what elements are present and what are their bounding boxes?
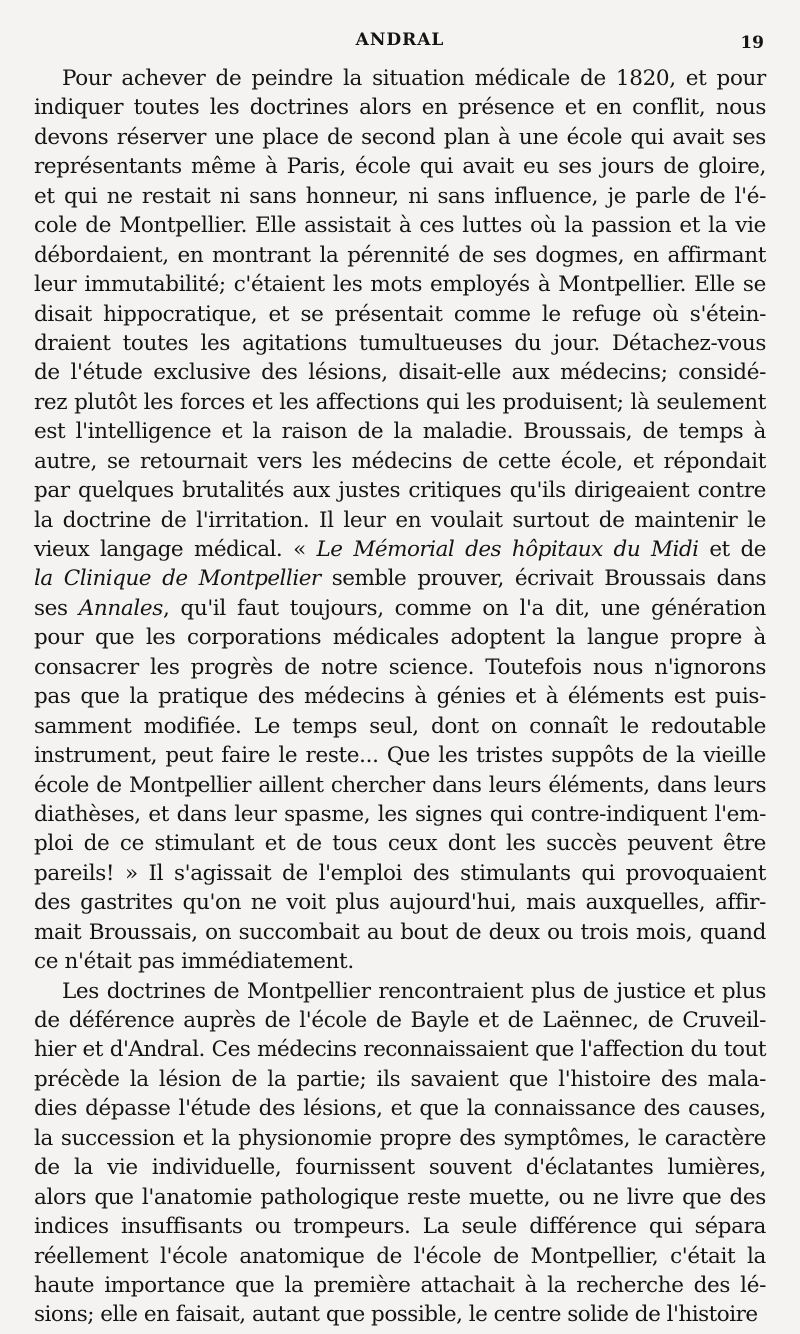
text-segment: hier et d'Andral. Ces médecins reconnaissaient que l'affection du tout bbox=[34, 1037, 766, 1063]
text-segment: , qu'il faut toujours, comme on l'a dit, une génération bbox=[162, 595, 766, 621]
text-segment: autre, se retournait vers les médecins de cette école, et répondait bbox=[34, 448, 766, 474]
italic-title: Le Mémorial des hôpitaux du Midi bbox=[316, 537, 699, 562]
text-line bbox=[34, 1035, 766, 1064]
text-line bbox=[34, 476, 766, 505]
text-segment: la succession et la physionomie propre des symptômes, le caractère bbox=[34, 1125, 766, 1151]
text-line bbox=[34, 977, 766, 1006]
text-segment: par quelques brutalités aux justes critiques qu'ils dirigeaient contre bbox=[34, 478, 766, 504]
text-segment: la doctrine de l'irritation. Il leur en voulait surtout de maintenir le bbox=[34, 507, 766, 533]
text-segment: Les doctrines de Montpellier rencontraient plus de justice et plus bbox=[62, 978, 766, 1004]
text-line bbox=[34, 564, 766, 593]
text-line bbox=[34, 1065, 766, 1094]
text-line bbox=[34, 123, 766, 152]
text-line bbox=[34, 1153, 766, 1182]
text-line bbox=[34, 182, 766, 211]
text-segment: de l'étude exclusive des lésions, disait-elle aux médecins; considé- bbox=[34, 360, 766, 386]
text-segment: ce n'était pas immédiatement. bbox=[34, 949, 354, 975]
text-segment: Pour achever de peindre la situation médicale de 1820, et pour bbox=[62, 66, 766, 91]
page-number: 19 bbox=[740, 33, 764, 53]
text-line bbox=[34, 1300, 766, 1329]
text-segment: précède la lésion de la partie; ils savaient que l'histoire des mala- bbox=[34, 1066, 766, 1092]
text-line bbox=[34, 506, 766, 535]
text-line bbox=[34, 535, 766, 564]
text-line bbox=[34, 800, 766, 829]
text-line bbox=[34, 329, 766, 358]
text-line bbox=[34, 152, 766, 181]
text-line bbox=[34, 388, 766, 417]
text-segment: réellement l'école anatomique de l'école de Montpellier, c'était la bbox=[34, 1243, 766, 1269]
text-segment: représentants même à Paris, école qui avait eu ses jours de gloire, bbox=[34, 154, 766, 180]
text-line bbox=[34, 241, 766, 270]
text-line bbox=[34, 93, 766, 122]
running-head bbox=[30, 30, 770, 54]
text-segment: ses bbox=[34, 595, 79, 621]
text-segment: devons réserver une place de second plan à une école qui avait ses bbox=[34, 124, 766, 150]
text-line bbox=[34, 859, 766, 888]
text-segment: cole de Montpellier. Elle assistait à ces luttes où la passion et la vie bbox=[34, 213, 766, 239]
text-segment: ploi de ce stimulant et de tous ceux dont les succès peuvent être bbox=[34, 831, 766, 857]
text-line bbox=[34, 947, 766, 976]
text-segment: mait Broussais, on succombait au bout de deux ou trois mois, quand bbox=[34, 919, 766, 945]
text-segment: de la vie individuelle, fournissent souvent d'éclatantes lumières, bbox=[34, 1155, 766, 1181]
text-segment: est l'intelligence et la raison de la maladie. Broussais, de temps à bbox=[34, 419, 766, 445]
text-segment: rez plutôt les forces et les affections qui les produisent; là seulement bbox=[34, 389, 766, 415]
text-segment: indices insuffisants ou trompeurs. La seule différence qui sépara bbox=[34, 1214, 766, 1240]
text-line bbox=[34, 771, 766, 800]
text-line bbox=[34, 594, 766, 623]
text-line bbox=[34, 1271, 766, 1300]
text-segment: diathèses, et dans leur spasme, les signes qui contre-indiquent l'em- bbox=[34, 801, 766, 827]
text-line bbox=[34, 1212, 766, 1241]
text-segment: débordaient, en montrant la pérennité de ses dogmes, en affirmant bbox=[34, 242, 766, 268]
text-line bbox=[34, 358, 766, 387]
text-line bbox=[34, 888, 766, 917]
text-segment: indiquer toutes les doctrines alors en présence et en conflit, nous bbox=[34, 95, 766, 121]
text-line bbox=[34, 447, 766, 476]
text-line bbox=[34, 64, 766, 93]
text-line bbox=[34, 1006, 766, 1035]
text-line bbox=[34, 918, 766, 947]
text-segment: dies dépasse l'étude des lésions, et que la connaissance des causes, bbox=[34, 1096, 766, 1122]
text-line bbox=[34, 417, 766, 446]
text-line bbox=[34, 1094, 766, 1123]
text-line bbox=[34, 270, 766, 299]
text-line bbox=[34, 829, 766, 858]
text-line bbox=[34, 653, 766, 682]
text-line bbox=[34, 741, 766, 770]
text-segment: école de Montpellier aillent chercher dans leurs éléments, dans leurs bbox=[34, 772, 766, 798]
text-segment: pour que les corporations médicales adoptent la langue propre à bbox=[34, 625, 766, 651]
text-segment: disait hippocratique, et se présentait comme le refuge où s'étein- bbox=[34, 301, 766, 327]
running-title: ANDRAL bbox=[355, 30, 445, 50]
text-segment: vieux langage médical. « bbox=[34, 537, 317, 562]
text-segment: alors que l'anatomie pathologique reste muette, ou ne livre que des bbox=[34, 1184, 766, 1210]
text-segment: pareils! » Il s'agissait de l'emploi des stimulants qui provoquaient bbox=[34, 860, 766, 886]
text-segment: instrument, peut faire le reste... Que les tristes suppôts de la vieille bbox=[34, 743, 766, 769]
text-line bbox=[34, 712, 766, 741]
text-segment: leur immutabilité; c'étaient les mots employés à Montpellier. Elle se bbox=[34, 272, 766, 298]
text-line bbox=[34, 1124, 766, 1153]
text-line bbox=[34, 300, 766, 329]
text-segment: et de bbox=[698, 537, 766, 562]
text-segment: semble prouver, écrivait Broussais dans bbox=[320, 566, 766, 592]
text-segment: samment modifiée. Le temps seul, dont on connaît le redoutable bbox=[34, 713, 766, 739]
text-segment: consacrer les progrès de notre science. Toutefois nous n'ignorons bbox=[34, 654, 766, 680]
text-segment: des gastrites qu'on ne voit plus aujourd'hui, mais auxquelles, affir- bbox=[34, 890, 766, 916]
body-text bbox=[34, 64, 766, 1330]
text-segment: draient toutes les agitations tumultueuses du jour. Détachez-vous bbox=[34, 330, 766, 356]
italic-title: la Clinique de Montpellier bbox=[34, 566, 321, 592]
text-segment: pas que la pratique des médecins à génies et à éléments est puis- bbox=[34, 684, 766, 710]
text-line bbox=[34, 682, 766, 711]
text-segment: et qui ne restait ni sans honneur, ni sans influence, je parle de l'é- bbox=[34, 183, 766, 209]
text-segment: sions; elle en faisait, autant que possible, le centre solide de l'histoire bbox=[34, 1302, 758, 1328]
text-line bbox=[34, 1242, 766, 1271]
text-segment: de déférence auprès de l'école de Bayle et de Laënnec, de Cruveil- bbox=[34, 1008, 766, 1033]
paragraph bbox=[34, 64, 766, 977]
italic-title: Annales bbox=[78, 595, 163, 621]
text-segment: haute importance que la première attachait à la recherche des lé- bbox=[34, 1272, 766, 1298]
text-line bbox=[34, 211, 766, 240]
text-line bbox=[34, 623, 766, 652]
text-line bbox=[34, 1183, 766, 1212]
paragraph bbox=[34, 977, 766, 1330]
